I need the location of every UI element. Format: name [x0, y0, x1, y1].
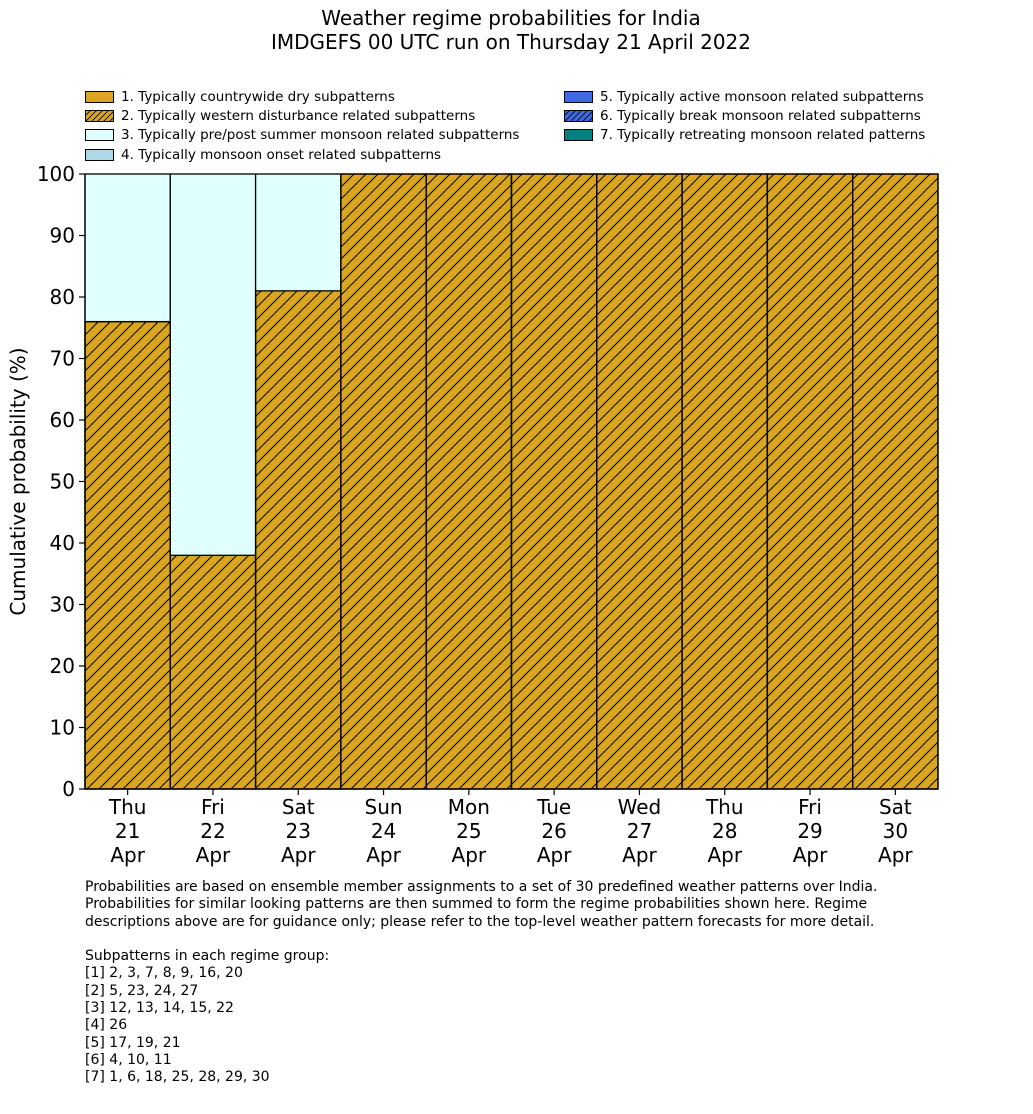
x-tick-label: Apr	[451, 843, 487, 867]
bar-segment-hatch	[767, 174, 852, 789]
x-tick-label: 24	[370, 819, 397, 843]
x-tick-label: 28	[712, 819, 738, 843]
x-tick-label: 25	[456, 819, 482, 843]
bar-segment	[256, 174, 341, 291]
x-tick-label: Thu	[705, 795, 744, 819]
bar-segment	[85, 174, 170, 322]
x-tick-label: Apr	[792, 843, 828, 867]
y-axis-label: Cumulative probability (%)	[6, 347, 30, 616]
footnote-line: [5] 17, 19, 21	[85, 1034, 181, 1051]
legend-label: 4. Typically monsoon onset related subpatterns	[121, 146, 442, 163]
footnote-line	[85, 931, 877, 948]
x-tick-label: Sat	[281, 795, 315, 819]
bar-segment-hatch	[426, 174, 511, 789]
x-tick-label: Sat	[878, 795, 912, 819]
x-tick-label: 27	[626, 819, 653, 843]
legend-label: 7. Typically retreating monsoon related patterns	[600, 127, 926, 144]
x-tick-label: Tue	[537, 795, 572, 819]
footnote-line: [2] 5, 23, 24, 27	[85, 982, 199, 999]
y-tick-label: 10	[49, 715, 75, 740]
title-line-1: Weather regime probabilities for India	[321, 6, 701, 30]
x-tick-label: Apr	[622, 843, 657, 867]
footnote-line: [6] 4, 10, 11	[85, 1051, 172, 1068]
bar-segment-hatch	[170, 555, 255, 789]
x-tick-label: 30	[882, 819, 909, 843]
footnote-line: Subpatterns in each regime group:	[85, 948, 330, 965]
footnote-line: [3] 12, 13, 14, 15, 22	[85, 1000, 234, 1017]
x-tick-label: Apr	[366, 843, 401, 867]
bars-group	[85, 174, 938, 789]
legend-label: 3. Typically pre/post summer monsoon related subpatterns	[121, 127, 520, 144]
footnote-line: Probabilities are based on ensemble member assignments to a set of 30 predefined weather patterns over India.	[85, 879, 878, 895]
y-tick-label: 70	[49, 346, 75, 371]
x-tick-label: 29	[797, 819, 823, 843]
bar-segment-hatch	[682, 174, 767, 789]
legend-label: 5. Typically active monsoon related subpatterns	[600, 88, 924, 105]
y-tick-label: 90	[49, 223, 75, 248]
x-tick-label: 23	[285, 819, 311, 843]
x-tick-label: 26	[541, 819, 567, 843]
footnote-line: [1] 2, 3, 7, 8, 9, 16, 20	[85, 965, 243, 982]
y-tick-label: 100	[36, 162, 75, 186]
x-tick-label: Thu	[108, 795, 147, 819]
title-line-2: IMDGEFS 00 UTC run on Thursday 21 April 2022	[270, 30, 752, 54]
x-tick-label: Apr	[110, 843, 145, 867]
bar-segment-hatch	[512, 174, 597, 789]
x-tick-label: Apr	[280, 843, 316, 867]
bar-segment-hatch	[853, 174, 938, 789]
x-tick-label: 21	[114, 819, 141, 843]
x-tick-label: Fri	[798, 795, 822, 819]
y-tick-label: 50	[49, 469, 75, 494]
footnote-line: [4] 26	[85, 1017, 128, 1034]
legend-label: 1. Typically countrywide dry subpatterns	[121, 88, 395, 105]
y-tick-label: 30	[49, 592, 75, 617]
x-tick-label: Apr	[878, 843, 913, 867]
y-tick-label: 0	[62, 777, 75, 801]
bar-segment-hatch	[597, 174, 682, 789]
y-tick-label: 20	[49, 654, 75, 678]
y-tick-label: 40	[49, 531, 75, 555]
bar-segment-hatch	[85, 322, 170, 789]
bar-segment	[170, 174, 255, 555]
x-tick-label: Apr	[707, 843, 743, 867]
y-tick-label: 60	[49, 408, 75, 432]
legend-label: 2. Typically western disturbance related subpatterns	[121, 107, 476, 124]
footnote-line: [7] 1, 6, 18, 25, 28, 29, 30	[85, 1069, 270, 1086]
x-tick-label: Mon	[447, 795, 490, 819]
y-tick-label: 80	[49, 285, 75, 309]
bar-segment-hatch	[341, 174, 426, 789]
x-tick-label: Wed	[617, 795, 662, 819]
x-tick-label: Apr	[195, 843, 231, 867]
x-tick-label: Apr	[536, 843, 572, 867]
bar-segment-hatch	[256, 291, 341, 789]
x-tick-label: 22	[200, 819, 226, 843]
footnote	[85, 879, 877, 1087]
x-tick-label: Sun	[364, 795, 403, 819]
footnote-line: Probabilities for similar looking patterns are then summed to form the regime probabilities shown here. Regime	[85, 896, 868, 913]
footnote-line: descriptions above are for guidance only; please refer to the top-level weather pattern forecasts for more detail.	[85, 913, 875, 930]
x-tick-label: Fri	[201, 795, 225, 819]
legend-label: 6. Typically break monsoon related subpatterns	[600, 107, 921, 124]
